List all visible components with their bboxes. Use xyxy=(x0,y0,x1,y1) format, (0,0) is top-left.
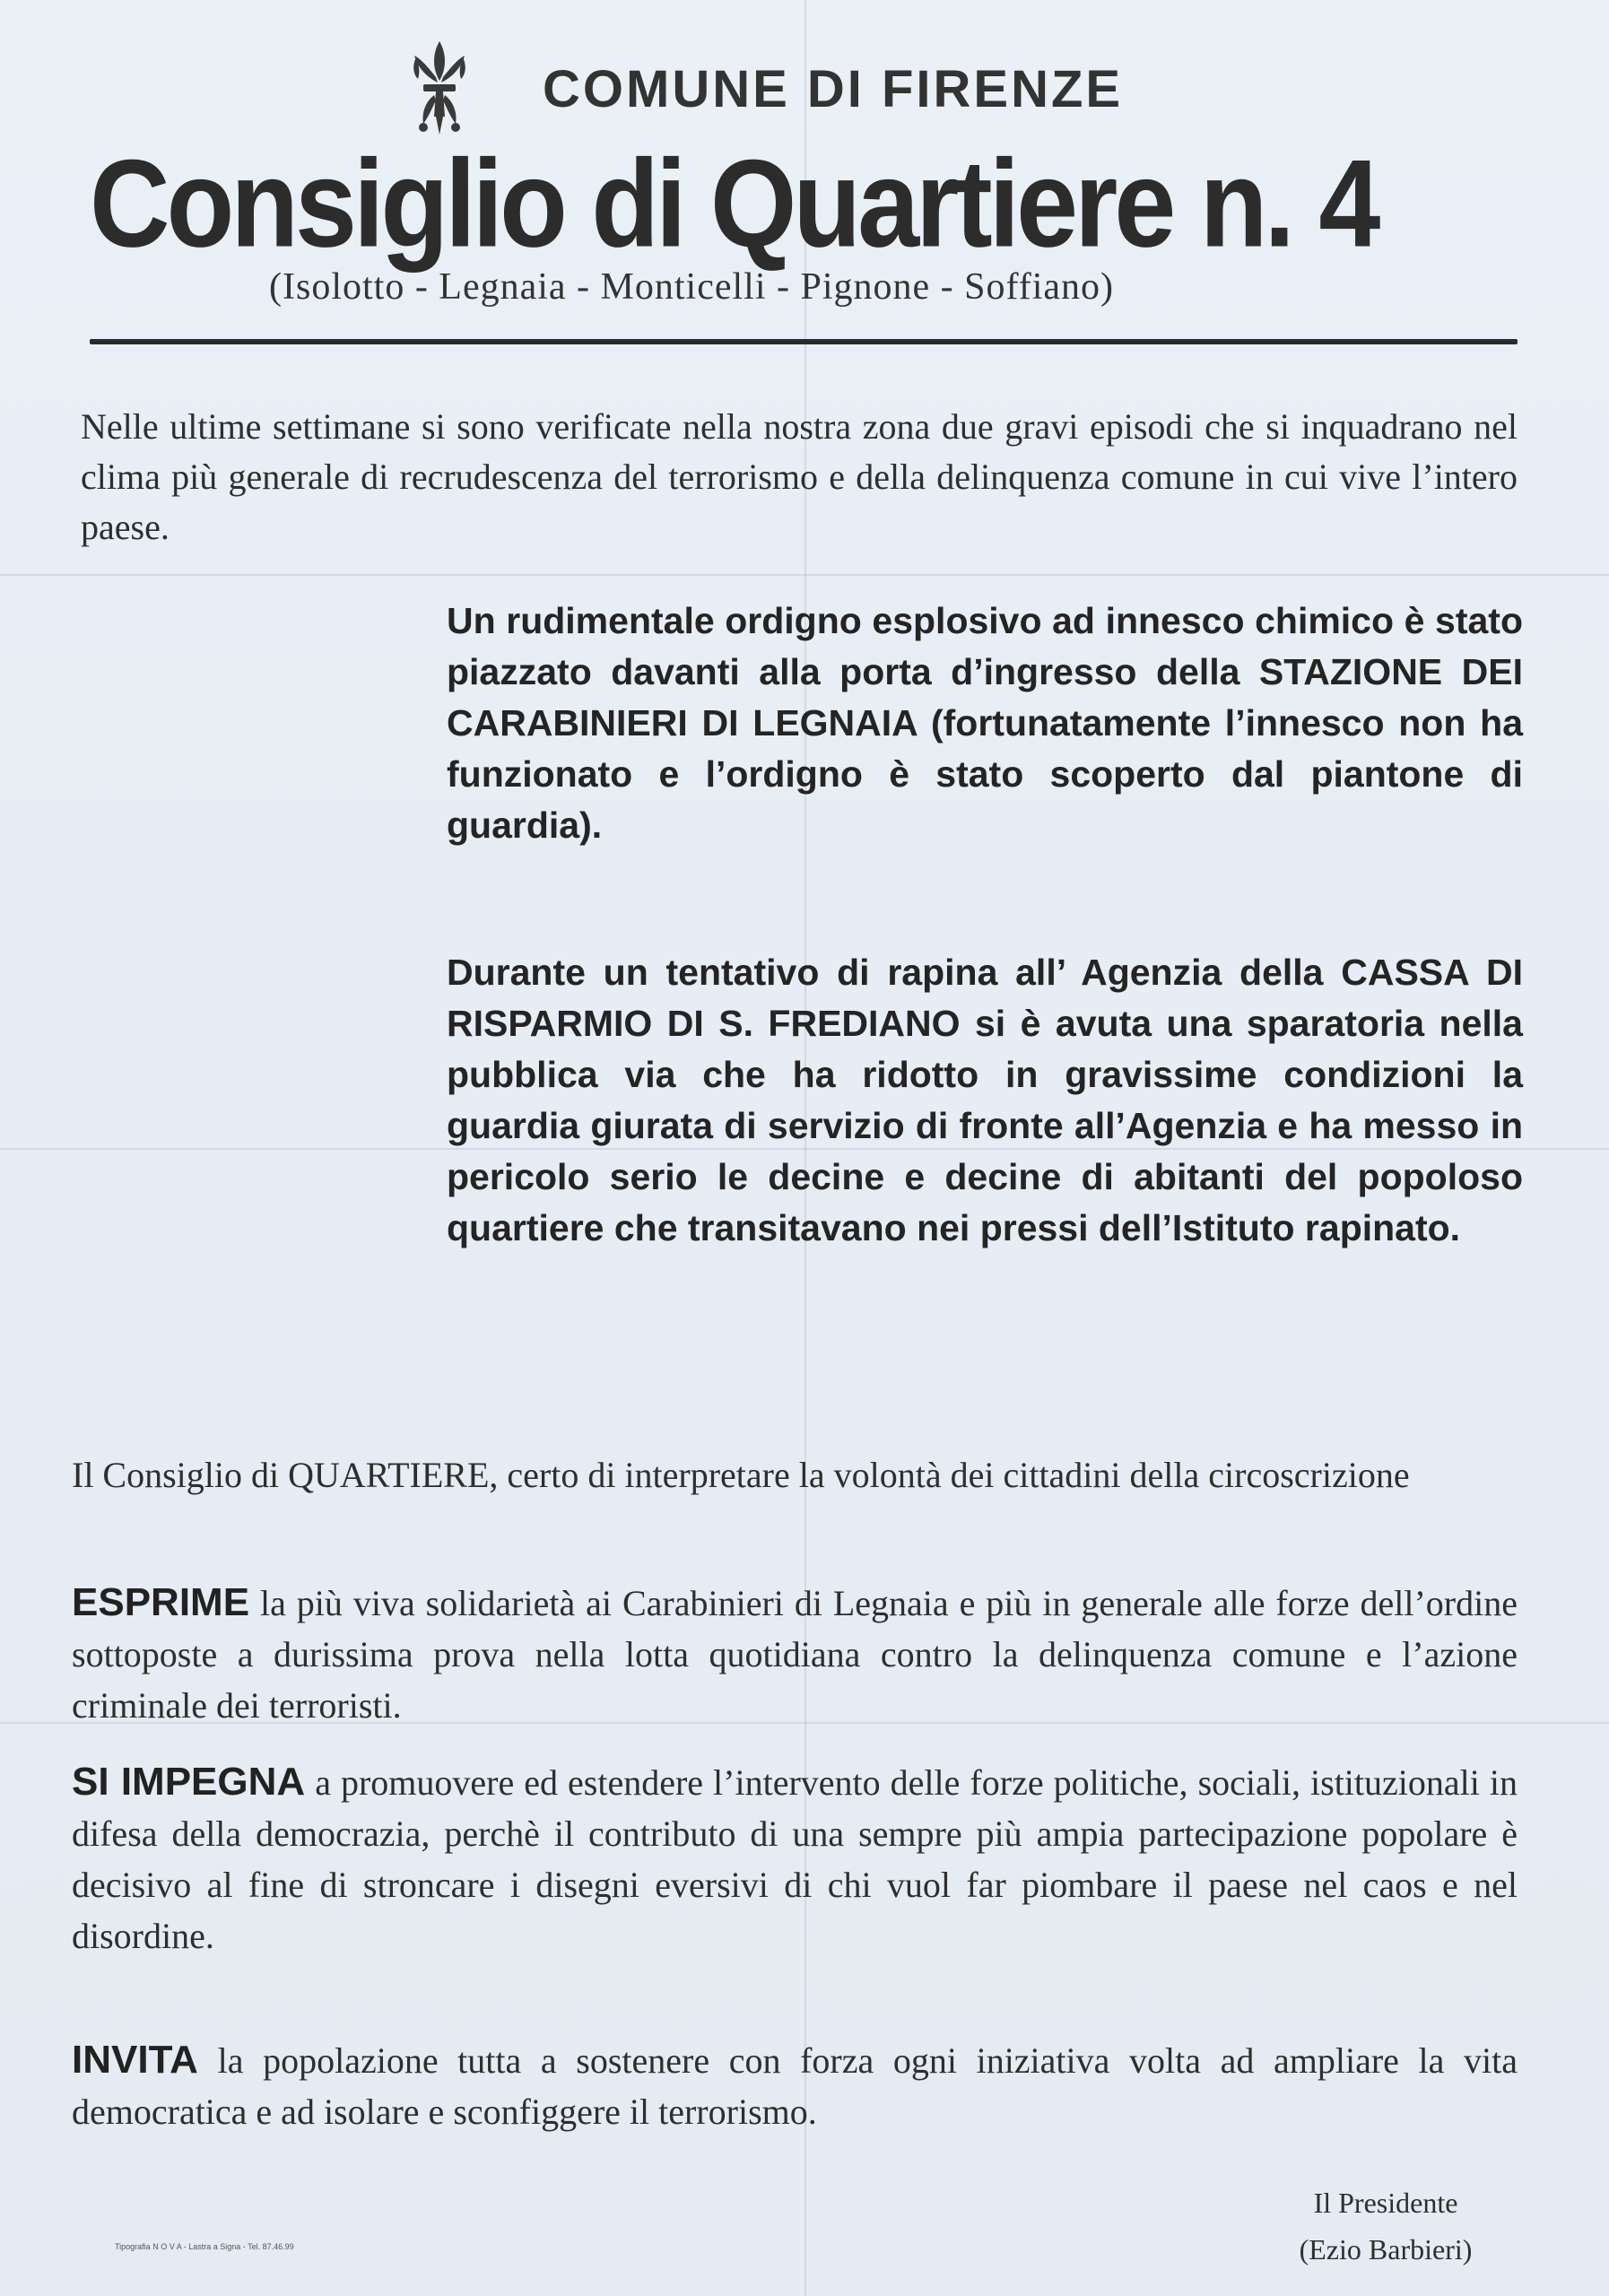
council-statement: Il Consiglio di QUARTIERE, certo di interpretare la volontà dei cittadini della circoscrizione xyxy=(72,1455,1410,1495)
resolution-paragraph xyxy=(72,1577,1518,1731)
signature-name: (Ezio Barbieri) xyxy=(1299,2233,1473,2266)
episode-paragraph: Durante un tentativo di rapina all’ Agenzia della CASSA DI RISPARMIO DI S. FREDIANO si è avuta una sparatoria nella pubblica via che ha ridotto in gravissime condizioni la guardia giurata di servizio di fronte all’Agenzia e ha messo in pericolo serio le decine e decine di abitanti del popoloso quartiere che transitavano nei pressi dell’Istituto rapinato. xyxy=(447,952,1523,1248)
district-zones: (Isolotto - Legnaia - Monticelli - Pignone - Soffiano) xyxy=(269,266,1115,308)
printer-credit: Tipografia N O V A - Lastra a Signa - Tel. 87.46.99 xyxy=(115,2242,294,2251)
poster-header xyxy=(0,0,1609,377)
council-title: Consiglio di Quartiere n. 4 xyxy=(90,135,1378,274)
resolution-text: a promuovere ed estendere l’intervento delle forze politiche, sociali, istituzionali in difesa della democrazia, perchè il contributo di una sempre più ampia partecipazione popolare è decisivo al fine di stroncare i disegni eversivi di chi vuol far piombare il paese nel caos e nel disordine. xyxy=(72,1762,1518,1956)
signature-block xyxy=(1238,2179,1534,2273)
municipality-heading: COMUNE DI FIRENZE xyxy=(543,60,1124,118)
signature-role: Il Presidente xyxy=(1313,2187,1458,2219)
episode-paragraph: Un rudimentale ordigno esplosivo ad innesco chimico è stato piazzato davanti alla porta d’ingresso della STAZIONE DEI CARABINIERI DI LEGNAIA (fortunatamente l’innesco non ha funzionato e l’ordigno è stato scoperto dal piantone di guardia). xyxy=(447,600,1523,846)
resolution-keyword: INVITA xyxy=(72,2038,198,2082)
intro-paragraph: Nelle ultime settimane si sono verificate nella nostra zona due gravi episodi che si inquadrano nel clima più generale di recrudescenza del terrorismo e della delinquenza comune in cui vive l’intero paese. xyxy=(81,406,1518,547)
resolution-text: la popolazione tutta a sostenere con forza ogni iniziativa volta ad ampliare la vita democratica e ad isolare e sconfiggere il terrorismo. xyxy=(72,2040,1518,2132)
resolution-paragraph xyxy=(72,1756,1518,1961)
resolution-text: la più viva solidarietà ai Carabinieri di Legnaia e più in generale alle forze dell’ordine sottoposte a durissima prova nella lotta quotidiana contro la delinquenza comune e l’azione criminale dei terroristi. xyxy=(72,1583,1518,1726)
resolution-keyword: ESPRIME xyxy=(72,1580,250,1624)
resolution-keyword: SI IMPEGNA xyxy=(72,1760,306,1804)
header-divider xyxy=(90,339,1518,344)
florentine-lily-icon xyxy=(411,38,468,138)
resolution-paragraph xyxy=(72,2034,1518,2137)
